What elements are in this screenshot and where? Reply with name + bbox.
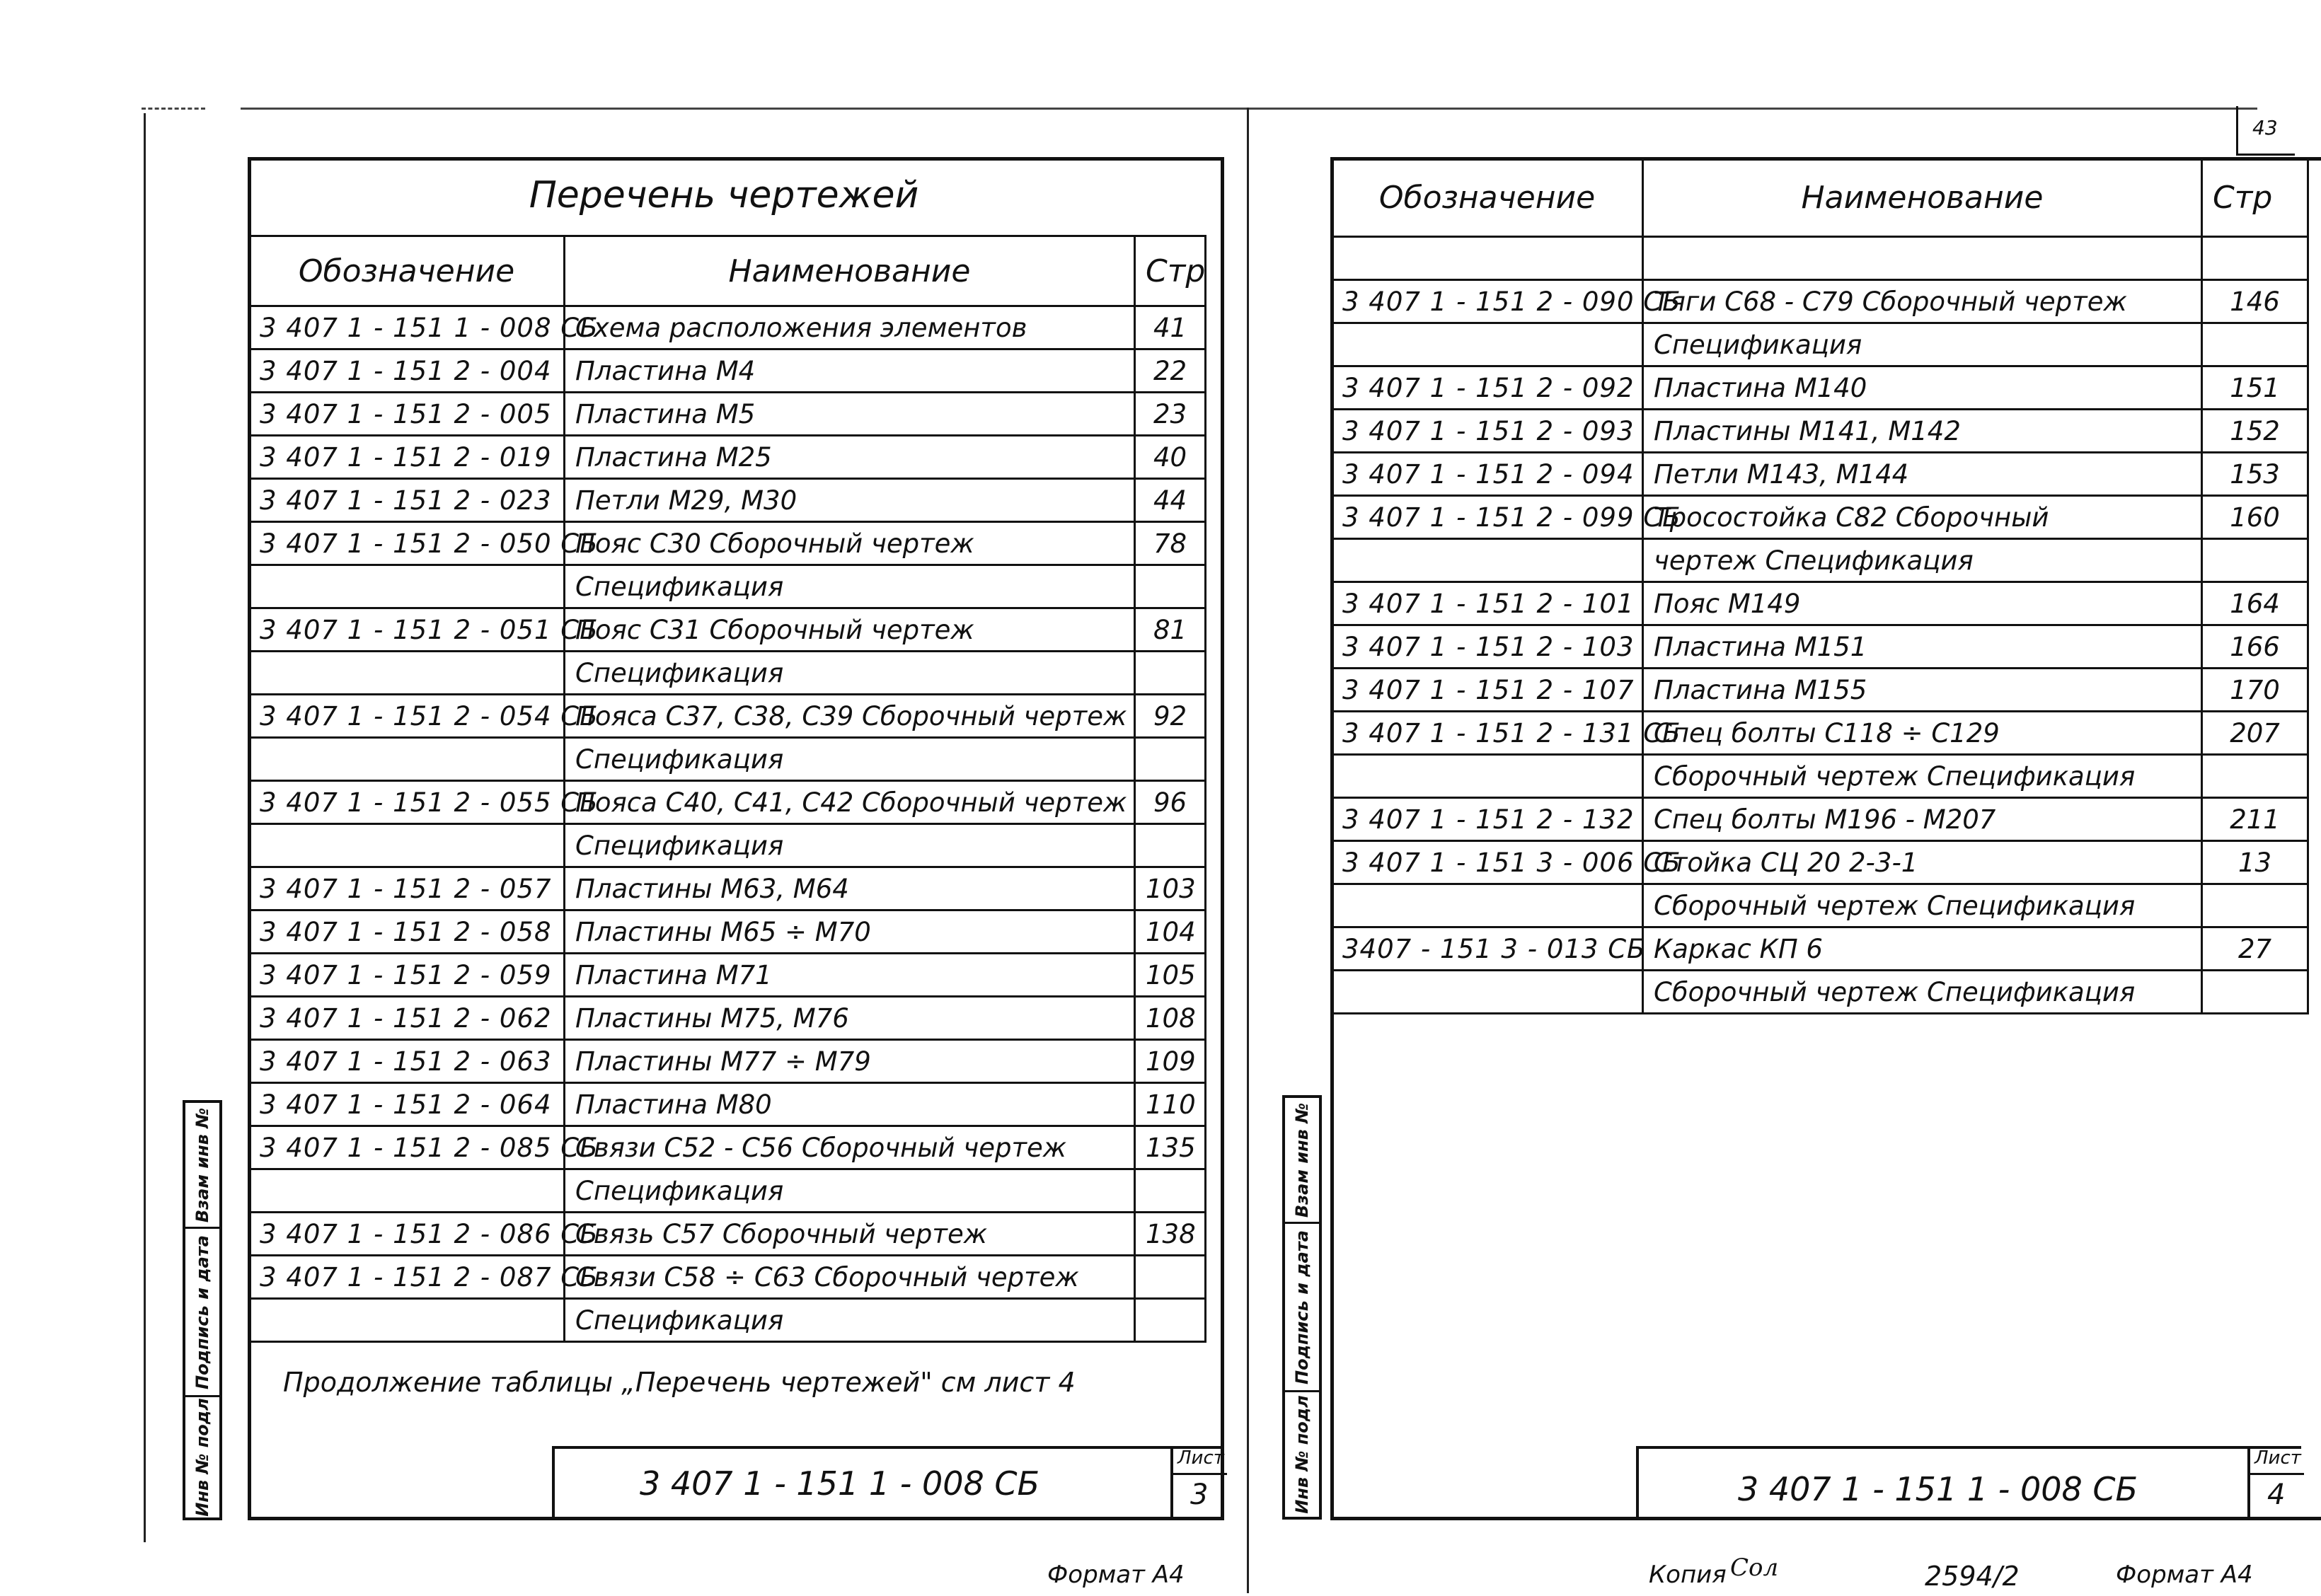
- designation-cell: 3 407 1 - 151 2 - 057: [249, 867, 565, 910]
- page-cell: [2202, 539, 2308, 582]
- page-cell: 152: [2202, 410, 2308, 453]
- name-cell: Пластины М63, М64: [565, 867, 1135, 910]
- name-cell: Связи С58 ÷ С63 Сборочный чертеж: [565, 1256, 1135, 1299]
- side-label-podpis-data: Подпись и дата: [192, 1234, 212, 1389]
- name-cell: Пояс С31 Сборочный чертеж: [565, 608, 1135, 652]
- name-cell: Спецификация: [1643, 323, 2202, 366]
- trim-line-top: [241, 108, 2257, 110]
- page-cell: 170: [2202, 669, 2308, 712]
- table-row: [1332, 884, 2308, 927]
- designation-cell: 3 407 1 - 151 1 - 008 СБ: [249, 306, 565, 349]
- designation-cell: [249, 565, 565, 608]
- name-cell: Каркас КП 6: [1643, 927, 2202, 971]
- page-cell: [1135, 652, 1206, 695]
- name-cell: Тяги С68 - С79 Сборочный чертеж: [1643, 280, 2202, 323]
- designation-cell: 3 407 1 - 151 2 - 055 СБ: [249, 781, 565, 824]
- page-cell: 109: [1135, 1040, 1206, 1083]
- table-row: [1332, 927, 2308, 971]
- page-cell: [1135, 738, 1206, 781]
- table-row: [1332, 237, 2308, 280]
- designation-cell: 3 407 1 - 151 3 - 006 СБ: [1332, 841, 1643, 884]
- page-cell: [2202, 884, 2308, 927]
- name-cell: Сборочный чертеж Спецификация: [1643, 755, 2202, 798]
- page-cell: 135: [1135, 1126, 1206, 1169]
- designation-cell: 3 407 1 - 151 2 - 004: [249, 349, 565, 393]
- name-cell: [1643, 237, 2202, 280]
- corner-mark: 43: [2252, 116, 2278, 139]
- name-cell: Пластина М140: [1643, 366, 2202, 410]
- designation-cell: 3 407 1 - 151 2 - 094: [1332, 453, 1643, 496]
- table-row: [1332, 280, 2308, 323]
- name-cell: Спецификация: [565, 824, 1135, 867]
- drawings-table-left: [248, 235, 1206, 1343]
- name-cell: Пластина М155: [1643, 669, 2202, 712]
- designation-cell: 3 407 1 - 151 2 - 086 СБ: [249, 1213, 565, 1256]
- name-cell: Пояса С37, С38, С39 Сборочный чертеж: [565, 695, 1135, 738]
- page-cell: [2202, 755, 2308, 798]
- name-cell: Пластина М151: [1643, 625, 2202, 669]
- page-cell: [1135, 1299, 1206, 1342]
- designation-cell: [249, 738, 565, 781]
- name-cell: Стойка СЦ 20 2-3-1: [1643, 841, 2202, 884]
- table-row: [249, 1083, 1206, 1126]
- designation-cell: 3 407 1 - 151 2 - 019: [249, 436, 565, 479]
- page-cell: 153: [2202, 453, 2308, 496]
- page-cell: 164: [2202, 582, 2308, 625]
- trim-line-left: [142, 108, 205, 110]
- sheet-number-cell: [1170, 1446, 1227, 1520]
- name-cell: Сборочный чертеж Спецификация: [1643, 971, 2202, 1014]
- table-row: [1332, 496, 2308, 539]
- name-cell: Пластина М4: [565, 349, 1135, 393]
- name-cell: Пояс М149: [1643, 582, 2202, 625]
- designation-cell: 3 407 1 - 151 2 - 064: [249, 1083, 565, 1126]
- table-row: [249, 867, 1206, 910]
- name-cell: Спецификация: [565, 1169, 1135, 1213]
- page-cell: [1135, 565, 1206, 608]
- name-cell: Пластина М80: [565, 1083, 1135, 1126]
- page-cell: 103: [1135, 867, 1206, 910]
- table-row: [249, 1169, 1206, 1213]
- side-stamp-left: [183, 1100, 222, 1520]
- sheet-label: Лист: [2254, 1447, 2301, 1469]
- designation-cell: [1332, 755, 1643, 798]
- page-cell: 166: [2202, 625, 2308, 669]
- designation-cell: 3 407 1 - 151 2 - 103: [1332, 625, 1643, 669]
- table-row: [1332, 755, 2308, 798]
- table-row: [1332, 539, 2308, 582]
- designation-cell: 3407 - 151 3 - 013 СБ: [1332, 927, 1643, 971]
- designation-cell: 3 407 1 - 151 2 - 023: [249, 479, 565, 522]
- page-cell: 41: [1135, 306, 1206, 349]
- name-cell: Спец болты С118 ÷ С129: [1643, 712, 2202, 755]
- designation-cell: 3 407 1 - 151 2 - 101: [1332, 582, 1643, 625]
- table-row: [249, 781, 1206, 824]
- page-cell: [2202, 323, 2308, 366]
- designation-cell: 3 407 1 - 151 2 - 063: [249, 1040, 565, 1083]
- designation-cell: 3 407 1 - 151 2 - 090 СБ: [1332, 280, 1643, 323]
- table-row: [249, 1299, 1206, 1342]
- table-row: [249, 608, 1206, 652]
- corner-mark-box: [2236, 106, 2295, 156]
- table-row: [249, 522, 1206, 565]
- designation-cell: 3 407 1 - 151 2 - 092: [1332, 366, 1643, 410]
- table-row: [249, 738, 1206, 781]
- column-header-page: Стр: [1135, 236, 1206, 306]
- page-cell: 108: [1135, 997, 1206, 1040]
- page-cell: 22: [1135, 349, 1206, 393]
- fold-line: [1247, 108, 1249, 1593]
- left-sheet-edge: [144, 113, 146, 1542]
- table-row: [249, 1126, 1206, 1169]
- page-cell: [2202, 971, 2308, 1014]
- column-header-page: Стр: [2202, 158, 2308, 237]
- name-cell: Пластины М75, М76: [565, 997, 1135, 1040]
- table-row: [249, 565, 1206, 608]
- name-cell: Спецификация: [565, 1299, 1135, 1342]
- name-cell: Пластины М65 ÷ М70: [565, 910, 1135, 954]
- name-cell: Связи С52 - С56 Сборочный чертеж: [565, 1126, 1135, 1169]
- designation-cell: 3 407 1 - 151 2 - 059: [249, 954, 565, 997]
- page-cell: [1135, 1169, 1206, 1213]
- drawings-table-right: [1330, 157, 2309, 1014]
- designation-cell: [1332, 323, 1643, 366]
- page-cell: 105: [1135, 954, 1206, 997]
- name-cell: Пояса С40, С41, С42 Сборочный чертеж: [565, 781, 1135, 824]
- name-cell: Петли М143, М144: [1643, 453, 2202, 496]
- name-cell: чертеж Спецификация: [1643, 539, 2202, 582]
- name-cell: Тросостойка С82 Сборочный: [1643, 496, 2202, 539]
- table-row: [1332, 971, 2308, 1014]
- drawing-code: 3 407 1 - 151 1 - 008 СБ: [1738, 1470, 2138, 1508]
- side-label-inv-podl: Инв № подл: [192, 1398, 212, 1517]
- sheet-number-cell: [2247, 1446, 2304, 1520]
- table-row: [249, 1256, 1206, 1299]
- designation-cell: 3 407 1 - 151 2 - 058: [249, 910, 565, 954]
- copy-signature: Сол: [1730, 1554, 1779, 1582]
- side-label-vzam-inv: Взам инв №: [192, 1107, 212, 1222]
- page-cell: 13: [2202, 841, 2308, 884]
- name-cell: Спецификация: [565, 565, 1135, 608]
- page-cell: 23: [1135, 393, 1206, 436]
- page-cell: 160: [2202, 496, 2308, 539]
- page-cell: 110: [1135, 1083, 1206, 1126]
- designation-cell: [249, 652, 565, 695]
- column-header-name: Наименование: [1643, 158, 2202, 237]
- copy-label: Копия: [1649, 1561, 1727, 1589]
- name-cell: Пластина М5: [565, 393, 1135, 436]
- page-cell: 207: [2202, 712, 2308, 755]
- table-row: [249, 1040, 1206, 1083]
- designation-cell: [1332, 539, 1643, 582]
- side-label-podpis-data: Подпись и дата: [1292, 1230, 1312, 1384]
- designation-cell: [249, 1299, 565, 1342]
- table-row: [1332, 582, 2308, 625]
- page-cell: 92: [1135, 695, 1206, 738]
- name-cell: Пояс С30 Сборочный чертеж: [565, 522, 1135, 565]
- designation-cell: 3 407 1 - 151 2 - 093: [1332, 410, 1643, 453]
- sheet-label: Лист: [1177, 1447, 1224, 1469]
- page-cell: 96: [1135, 781, 1206, 824]
- sheet-number: 3: [1190, 1479, 1209, 1511]
- name-cell: Пластины М141, М142: [1643, 410, 2202, 453]
- name-cell: Пластина М71: [565, 954, 1135, 997]
- designation-cell: 3 407 1 - 151 2 - 131 СБ: [1332, 712, 1643, 755]
- table-header-row: [249, 236, 1206, 306]
- archive-number: 2594/2: [1925, 1561, 2020, 1592]
- page-cell: [1135, 824, 1206, 867]
- designation-cell: [1332, 971, 1643, 1014]
- designation-cell: 3 407 1 - 151 2 - 107: [1332, 669, 1643, 712]
- page-cell: 27: [2202, 927, 2308, 971]
- designation-cell: 3 407 1 - 151 2 - 085 СБ: [249, 1126, 565, 1169]
- page-cell: 104: [1135, 910, 1206, 954]
- name-cell: Сборочный чертеж Спецификация: [1643, 884, 2202, 927]
- table-header-row: [1332, 158, 2308, 237]
- table-row: [249, 436, 1206, 479]
- page-cell: 81: [1135, 608, 1206, 652]
- table-row: [249, 954, 1206, 997]
- side-label-vzam-inv: Взам инв №: [1292, 1102, 1312, 1218]
- designation-cell: [1332, 884, 1643, 927]
- format-label-right: Формат А4: [2116, 1561, 2253, 1589]
- table-row: [249, 824, 1206, 867]
- table-row: [1332, 625, 2308, 669]
- designation-cell: 3 407 1 - 151 2 - 099 СБ: [1332, 496, 1643, 539]
- title-block-left: [552, 1446, 1224, 1520]
- designation-cell: 3 407 1 - 151 2 - 087 СБ: [249, 1256, 565, 1299]
- sheet-number: 4: [2267, 1479, 2286, 1511]
- name-cell: Связь С57 Сборочный чертеж: [565, 1213, 1135, 1256]
- page-title: Перечень чертежей: [529, 174, 919, 216]
- name-cell: Спецификация: [565, 738, 1135, 781]
- page-cell: 211: [2202, 798, 2308, 841]
- page-cell: 40: [1135, 436, 1206, 479]
- name-cell: Схема расположения элементов: [565, 306, 1135, 349]
- designation-cell: 3 407 1 - 151 2 - 132: [1332, 798, 1643, 841]
- page-cell: 151: [2202, 366, 2308, 410]
- table-row: [249, 695, 1206, 738]
- designation-cell: 3 407 1 - 151 2 - 051 СБ: [249, 608, 565, 652]
- table-row: [1332, 669, 2308, 712]
- column-header-designation: Обозначение: [1332, 158, 1643, 237]
- table-row: [249, 997, 1206, 1040]
- name-cell: Спец болты М196 - М207: [1643, 798, 2202, 841]
- table-row: [1332, 841, 2308, 884]
- name-cell: Пластина М25: [565, 436, 1135, 479]
- page-cell: 146: [2202, 280, 2308, 323]
- designation-cell: 3 407 1 - 151 2 - 062: [249, 997, 565, 1040]
- name-cell: Петли М29, М30: [565, 479, 1135, 522]
- page-cell: 78: [1135, 522, 1206, 565]
- page-cell: 138: [1135, 1213, 1206, 1256]
- designation-cell: 3 407 1 - 151 2 - 054 СБ: [249, 695, 565, 738]
- page-cell: 44: [1135, 479, 1206, 522]
- table-row: [1332, 712, 2308, 755]
- column-header-designation: Обозначение: [249, 236, 565, 306]
- designation-cell: 3 407 1 - 151 2 - 050 СБ: [249, 522, 565, 565]
- table-row: [249, 652, 1206, 695]
- table-row: [249, 1213, 1206, 1256]
- table-row: [249, 306, 1206, 349]
- designation-cell: [249, 824, 565, 867]
- page-cell: [2202, 237, 2308, 280]
- table-row: [249, 393, 1206, 436]
- name-cell: Спецификация: [565, 652, 1135, 695]
- continuation-note: Продолжение таблицы „Перечень чертежей" см лист 4: [283, 1367, 1076, 1398]
- table-row: [249, 910, 1206, 954]
- format-label-left: Формат А4: [1047, 1561, 1185, 1589]
- page-cell: [1135, 1256, 1206, 1299]
- column-header-name: Наименование: [565, 236, 1135, 306]
- table-row: [1332, 366, 2308, 410]
- designation-cell: [1332, 237, 1643, 280]
- drawing-code: 3 407 1 - 151 1 - 008 СБ: [640, 1464, 1040, 1503]
- table-row: [1332, 798, 2308, 841]
- title-block-right: [1636, 1446, 2301, 1520]
- side-label-inv-podl: Инв № подл: [1292, 1395, 1312, 1514]
- table-row: [249, 349, 1206, 393]
- side-stamp-right: [1282, 1095, 1322, 1520]
- table-row: [249, 479, 1206, 522]
- designation-cell: 3 407 1 - 151 2 - 005: [249, 393, 565, 436]
- table-row: [1332, 410, 2308, 453]
- table-row: [1332, 323, 2308, 366]
- name-cell: Пластины М77 ÷ М79: [565, 1040, 1135, 1083]
- table-row: [1332, 453, 2308, 496]
- designation-cell: [249, 1169, 565, 1213]
